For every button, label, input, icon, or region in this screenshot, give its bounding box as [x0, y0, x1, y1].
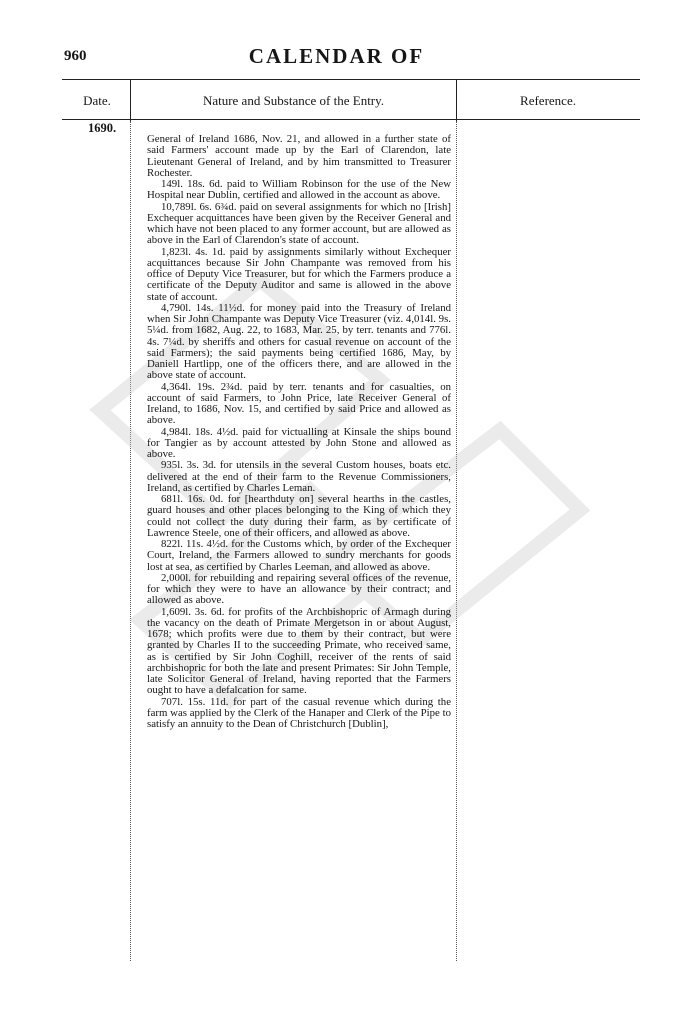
column-header-reference: Reference.	[520, 93, 576, 108]
entry-paragraph: 4,984l. 18s. 4½d. paid for victualling at Kinsale the ships bound for Tangier as by account attested by John Stone and allowed as above.	[147, 425, 451, 460]
entry-paragraph: General of Ireland 1686, Nov. 21, and allowed in a further state of said Farmers' account made up by the Earl of Clarendon, late Lieutenant General of Ireland, and by him transmitted to Treasurer Rochester.	[147, 133, 451, 179]
entries-column	[147, 134, 451, 730]
table-top-rule	[62, 79, 640, 80]
entry-paragraph: 681l. 16s. 0d. for [hearthduty on] several hearths in the castles, guard houses and other places belonging to the King of which they could not collect the duty during their farm, as by certificate of Lawrence Steele, one of their officers, and allowed as above.	[147, 493, 451, 539]
column-header-nature: Nature and Substance of the Entry.	[202, 93, 385, 108]
entry-paragraph: 149l. 18s. 6d. paid to William Robinson for the use of the New Hospital near Dublin, certified and allowed in the account as above.	[147, 178, 451, 202]
entry-paragraph: 935l. 3s. 3d. for utensils in the several Custom houses, boats etc. delivered at the end of their farm to the Revenue Commissioners, Ireland, as certified by Charles Leman.	[147, 459, 451, 494]
page-number: 960	[64, 48, 87, 64]
entry-paragraph: 10,789l. 6s. 6¾d. paid on several assignments for which no [Irish] Exchequer acquittances have been given by the Receiver General and which have not been placed to any former account, but are allowed as above in the Earl of Clarendon's state of account.	[147, 200, 451, 247]
column-separator-right	[456, 121, 457, 961]
entry-paragraph: 1,609l. 3s. 6d. for profits of the Archbishopric of Armagh during the vacancy on the death of Primate Mergetson in or about August, 1678; which profits were due to them by their contract, but were granted by Charles II to the succeeding Primate, who received same, as is certified by Sir John Coghill, receiver of the rents of said archbishopric for both the late and present Primates: Sir John Temple, late Solicitor General of Ireland, having reported that the Farmers ought to have a defalcation for same.	[147, 605, 451, 697]
entry-paragraph: 1,823l. 4s. 1d. paid by assignments similarly without Exchequer acquittances because Sir John Champante was removed from his office of Deputy Vice Treasurer, but for which the Farmers produce a certificate of the Deputy Auditor and same is allowed in the above state of account.	[147, 245, 451, 303]
entry-paragraph: 4,790l. 14s. 11½d. for money paid into the Treasury of Ireland when Sir John Champante was Deputy Vice Treasurer (viz. 4,014l. 9s. 5¼d. from 1682, Aug. 22, to 1683, Mar. 25, by terr. tenants and 776l. 4s. 7¼d. by sheriffs and others for casual revenue on account of the said Farmers); the said payments being certified 1686, May, by Daniell Hartlipp, one of the officers there, and are allowed in the above state of account.	[147, 301, 451, 382]
entry-paragraph: 2,000l. for rebuilding and repairing several offices of the revenue, for which they were to have an allowance by their contract; and allowed as above.	[147, 571, 451, 607]
running-head: CALENDAR OF	[248, 44, 425, 68]
column-header-date: Date.	[83, 93, 111, 108]
column-separator-left	[130, 121, 131, 961]
entry-paragraph: 4,364l. 19s. 2¾d. paid by terr. tenants and for casualties, on account of said Farmers, to John Price, late Receiver General of Ireland, to 1686, Nov. 15, and certified by said Price and allowed as above.	[147, 380, 451, 427]
entry-paragraph: 822l. 11s. 4½d. for the Customs which, by order of the Exchequer Court, Ireland, the Farmers allowed to sundry merchants for goods lost at sea, as certified by Charles Leeman, and allowed as above.	[147, 538, 451, 573]
table-header-rule	[62, 119, 640, 120]
entry-paragraph: 707l. 15s. 11d. for part of the casual revenue which during the farm was applied by the Clerk of the Hanaper and Clerk of the Pipe to satisfy an annuity to the Dean of Christchurch [Dublin],	[147, 695, 451, 730]
entry-year: 1690.	[88, 121, 117, 135]
